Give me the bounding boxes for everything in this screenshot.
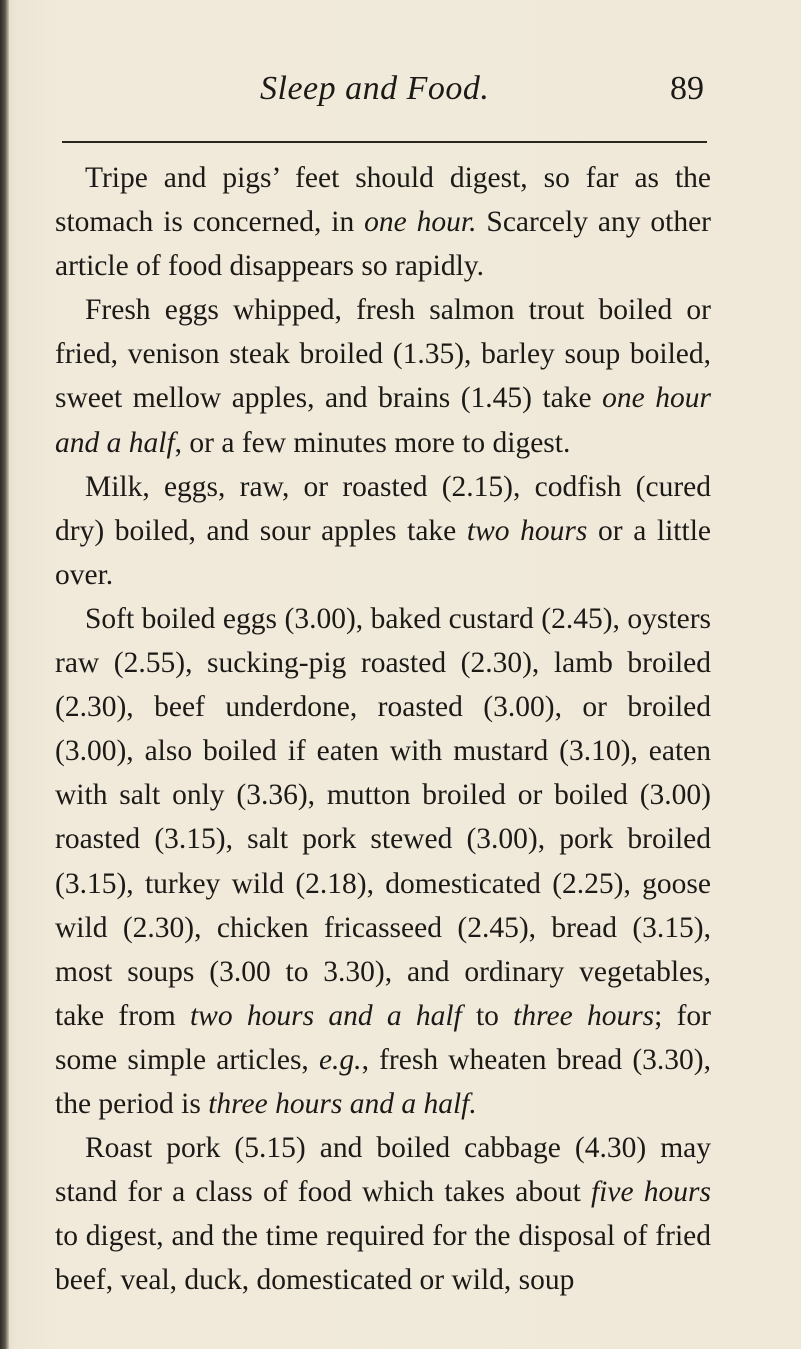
- page-binding-edge: [0, 0, 9, 1349]
- text-segment: Fresh eggs whipped, fresh salmon trout boiled or fried, venison steak broiled (1.35), barley soup boiled, sweet mellow apples, and brains (1.45) take: [55, 294, 711, 415]
- running-head: [55, 70, 710, 118]
- text-segment-italic: one hour and a half: [55, 382, 712, 459]
- text-segment: ; for some simple articles,: [55, 999, 711, 1076]
- text-segment: , fresh wheaten bread (3.30), the period is: [55, 1043, 711, 1120]
- paragraph-tripe: [55, 156, 711, 288]
- text-segment-italic: three hours and a half.: [208, 1087, 477, 1120]
- text-segment-italic: five hours: [590, 1176, 711, 1209]
- text-segment-italic: three hours: [513, 999, 655, 1032]
- text-segment: Scarcely any other article of food disappears so rapidly.: [55, 206, 711, 283]
- running-head-title: Sleep and Food.: [260, 70, 490, 107]
- text-segment: Tripe and pigs’ feet should digest, so far as the stomach is concerned, in: [55, 162, 711, 239]
- text-segment-italic: e.g.: [318, 1043, 362, 1076]
- text-segment: to digest, and the time required for the disposal of fried beef, veal, duck, domesticated or wild, soup: [55, 1220, 711, 1297]
- text-segment: Milk, eggs, raw, or roasted (2.15), codfish (cured dry) boiled, and sour apples take: [55, 470, 711, 547]
- text-segment: or a little over.: [55, 514, 711, 591]
- body-text: [55, 156, 711, 1302]
- header-rule: [62, 141, 707, 143]
- paragraph-soft-boiled-eggs: [55, 597, 711, 1126]
- page-number: 89: [670, 70, 704, 107]
- paragraph-milk: [55, 465, 711, 597]
- text-segment: Soft boiled eggs (3.00), baked custard (2.45), oysters raw (2.55), sucking-pig roasted (2.30), lamb broiled (2.30), beef underdone, roasted (3.00), or broiled (3.00), also boiled if eaten with mustard (3.10), eaten with salt only (3.36), mutton broiled or boiled (3.00) roasted (3.15), salt pork stewed (3.00), pork broiled (3.15), turkey wild (2.18), domesticated (2.25), goose wild (2.30), chicken fricasseed (2.45), bread (3.15), most soups (3.00 to 3.30), and ordinary vegetables, take from: [55, 602, 711, 1032]
- text-segment-italic: one hour.: [364, 206, 477, 239]
- paragraph-roast-pork: [55, 1126, 711, 1302]
- text-segment-italic: two hours: [466, 514, 588, 547]
- text-segment: , or a few minutes more to digest.: [174, 426, 571, 459]
- text-segment: Roast pork (5.15) and boiled cabbage (4.30) may stand for a class of food which takes about: [55, 1132, 711, 1209]
- text-segment-italic: two hours and a half: [189, 999, 462, 1032]
- paragraph-fresh-eggs: [55, 288, 711, 464]
- text-segment: to: [461, 999, 514, 1032]
